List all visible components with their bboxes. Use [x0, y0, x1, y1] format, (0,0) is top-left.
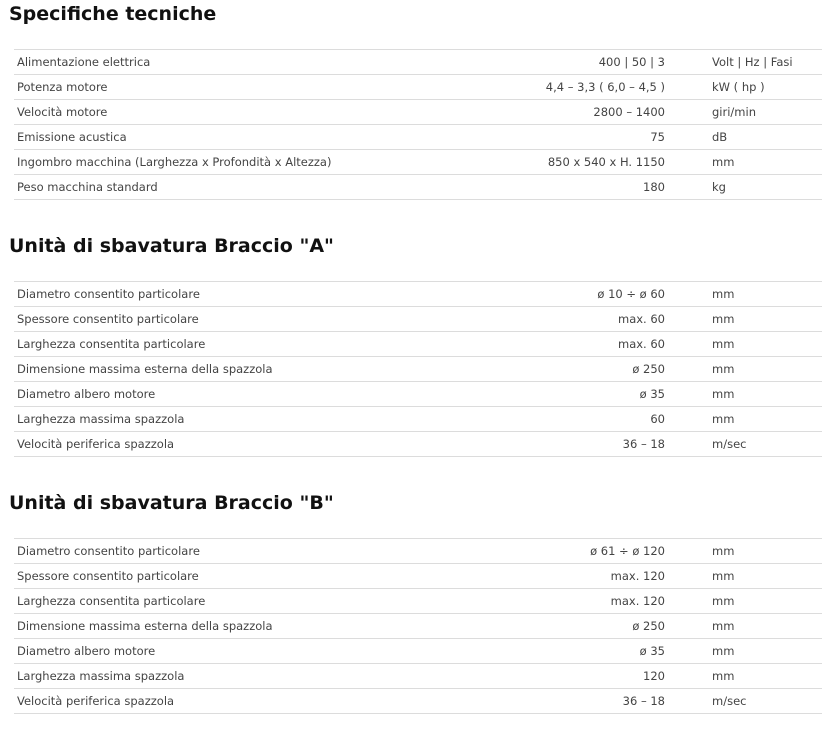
table-row: [14, 614, 822, 639]
row-label: Dimensione massima esterna della spazzola: [17, 619, 273, 633]
row-value: ø 250: [632, 362, 665, 376]
section-title: Specifiche tecniche: [9, 3, 217, 25]
row-unit: mm: [712, 312, 735, 326]
table-row: [14, 432, 822, 457]
table-row: [14, 175, 822, 200]
row-label: Diametro albero motore: [17, 644, 156, 658]
row-label: Alimentazione elettrica: [17, 55, 151, 69]
row-unit: kg: [712, 180, 726, 194]
row-value: 180: [643, 180, 665, 194]
table-row: [14, 589, 822, 614]
row-value: ø 10 ÷ ø 60: [597, 287, 665, 301]
row-unit: giri/min: [712, 105, 756, 119]
table-row: [14, 639, 822, 664]
row-unit: mm: [712, 362, 735, 376]
row-label: Diametro albero motore: [17, 387, 156, 401]
table-row: [14, 539, 822, 564]
row-unit: mm: [712, 619, 735, 633]
row-label: Peso macchina standard: [17, 180, 158, 194]
row-value: max. 60: [618, 312, 665, 326]
row-unit: dB: [712, 130, 728, 144]
row-unit: m/sec: [712, 437, 747, 451]
row-value: 120: [643, 669, 665, 683]
row-value: max. 60: [618, 337, 665, 351]
row-label: Velocità periferica spazzola: [17, 437, 175, 451]
row-unit: mm: [712, 569, 735, 583]
row-value: 4,4 – 3,3 ( 6,0 – 4,5 ): [545, 80, 665, 94]
row-value: 75: [650, 130, 665, 144]
row-label: Diametro consentito particolare: [17, 287, 200, 301]
spec-table: [14, 49, 822, 200]
table-row: [14, 357, 822, 382]
row-value: max. 120: [610, 569, 665, 583]
row-unit: mm: [712, 287, 735, 301]
row-label: Ingombro macchina (Larghezza x Profondità x Altezza): [17, 155, 332, 169]
row-label: Larghezza consentita particolare: [17, 337, 206, 351]
row-value: ø 61 ÷ ø 120: [590, 544, 665, 558]
row-unit: kW ( hp ): [712, 80, 765, 94]
row-label: Potenza motore: [17, 80, 108, 94]
row-label: Larghezza massima spazzola: [17, 412, 185, 426]
row-value: 2800 – 1400: [593, 105, 665, 119]
table-row: [14, 382, 822, 407]
row-unit: mm: [712, 155, 735, 169]
table-row: [14, 100, 822, 125]
row-unit: mm: [712, 644, 735, 658]
row-value: ø 250: [632, 619, 665, 633]
row-value: 400 | 50 | 3: [598, 55, 665, 69]
row-value: ø 35: [639, 644, 665, 658]
row-label: Velocità motore: [17, 105, 108, 119]
row-label: Velocità periferica spazzola: [17, 694, 175, 708]
table-row: [14, 125, 822, 150]
table-row: [14, 282, 822, 307]
row-value: 60: [650, 412, 665, 426]
row-label: Spessore consentito particolare: [17, 312, 199, 326]
row-unit: mm: [712, 337, 735, 351]
table-row: [14, 75, 822, 100]
row-unit: mm: [712, 669, 735, 683]
row-value: 850 x 540 x H. 1150: [547, 155, 665, 169]
section-title: Unità di sbavatura Braccio "B": [9, 492, 334, 514]
table-row: [14, 407, 822, 432]
row-unit: mm: [712, 412, 735, 426]
row-label: Diametro consentito particolare: [17, 544, 200, 558]
row-label: Emissione acustica: [17, 130, 127, 144]
row-unit: m/sec: [712, 694, 747, 708]
row-label: Spessore consentito particolare: [17, 569, 199, 583]
row-value: 36 – 18: [622, 694, 665, 708]
row-unit: mm: [712, 387, 735, 401]
table-row: [14, 564, 822, 589]
row-label: Larghezza consentita particolare: [17, 594, 206, 608]
table-row: [14, 150, 822, 175]
spec-table: [14, 538, 822, 714]
row-value: 36 – 18: [622, 437, 665, 451]
table-row: [14, 307, 822, 332]
row-value: max. 120: [610, 594, 665, 608]
section-title: Unità di sbavatura Braccio "A": [9, 235, 334, 257]
row-unit: mm: [712, 594, 735, 608]
row-label: Dimensione massima esterna della spazzola: [17, 362, 273, 376]
row-value: ø 35: [639, 387, 665, 401]
row-label: Larghezza massima spazzola: [17, 669, 185, 683]
table-row: [14, 689, 822, 714]
table-row: [14, 332, 822, 357]
row-unit: Volt | Hz | Fasi: [712, 55, 793, 69]
row-unit: mm: [712, 544, 735, 558]
table-row: [14, 50, 822, 75]
spec-table: [14, 281, 822, 457]
table-row: [14, 664, 822, 689]
